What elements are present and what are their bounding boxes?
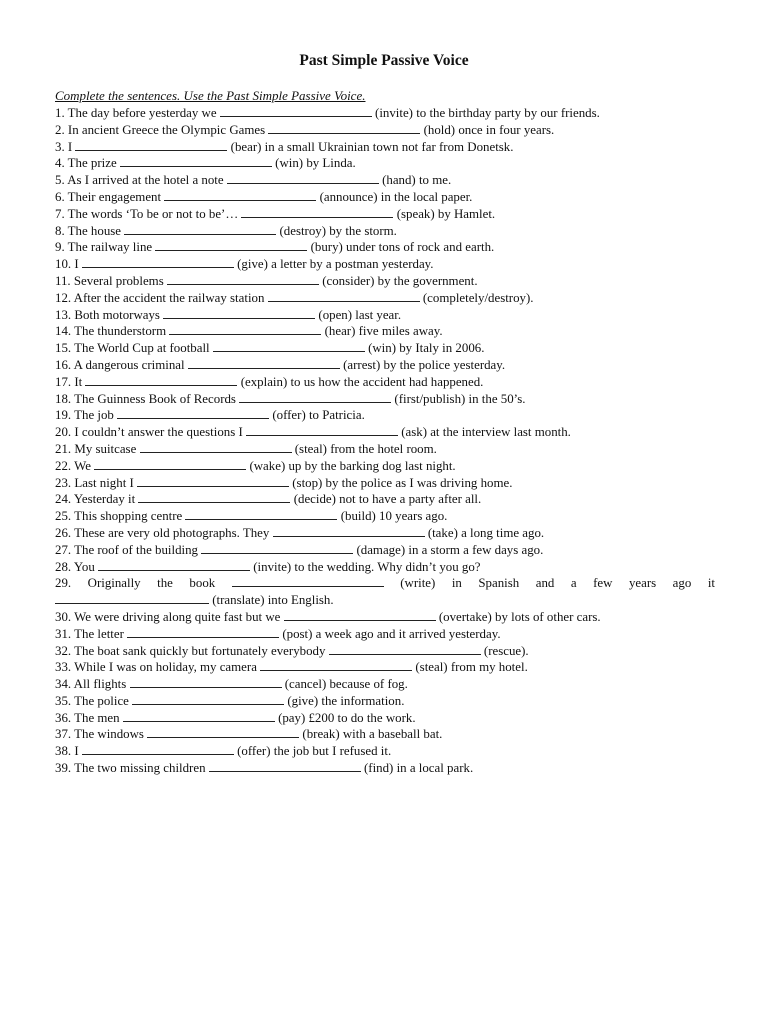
sentence-start: These are very old photographs. They (74, 525, 270, 540)
sentence-start: In ancient Greece the Olympic Games (67, 122, 266, 137)
exercise-item (55, 559, 715, 576)
sentence-start: A dangerous criminal (73, 357, 185, 372)
answer-blank[interactable] (82, 256, 234, 268)
item-number: 2. (55, 122, 65, 137)
exercise-item (55, 273, 715, 290)
item-number: 38. (55, 744, 72, 759)
answer-blank[interactable] (75, 139, 227, 151)
answer-blank[interactable] (82, 743, 234, 755)
answer-blank[interactable] (209, 760, 361, 772)
verb-hint: (bury) under tons of rock and earth. (310, 240, 495, 255)
sentence-start: The day before yesterday we (67, 106, 217, 120)
verb-hint: (find) in a local park. (364, 761, 474, 776)
verb-hint: (ask) at the interview last month. (401, 425, 571, 440)
sentence-start: Both motorways (74, 307, 160, 322)
item-number: 9. (55, 240, 65, 255)
answer-blank[interactable] (124, 223, 276, 235)
item-number: 13. (55, 307, 72, 322)
item-number: 10. (55, 257, 72, 272)
item-number: 3. (55, 139, 65, 154)
sentence-start: Several problems (73, 273, 164, 288)
sentence-start: Their engagement (67, 189, 162, 204)
answer-blank[interactable] (55, 592, 209, 604)
verb-hint: (consider) by the government. (322, 273, 478, 288)
sentence-start: While I was on holiday, my camera (74, 660, 257, 675)
verb-hint: (speak) by Hamlet. (396, 206, 496, 221)
verb-hint: (translate) into English. (212, 593, 334, 608)
verb-hint: (overtake) by lots of other cars. (438, 609, 601, 624)
answer-blank[interactable] (120, 155, 272, 167)
item-number: 22. (55, 458, 72, 473)
answer-blank[interactable] (155, 239, 307, 251)
sentence-start: The house (67, 223, 122, 238)
answer-blank[interactable] (94, 458, 246, 470)
item-number: 11. (55, 273, 71, 288)
item-number: 15. (55, 341, 72, 356)
sentence-start: The words ‘To be or not to be’… (67, 206, 239, 221)
sentence-start: I (74, 257, 79, 272)
answer-blank[interactable] (85, 374, 237, 386)
exercise-item (55, 491, 715, 508)
item-number: 8. (55, 223, 65, 238)
item-number: 17. (55, 374, 72, 389)
answer-blank[interactable] (169, 323, 321, 335)
verb-hint: (hand) to me. (382, 173, 452, 188)
verb-hint: (break) with a baseball bat. (302, 727, 443, 742)
instructions: Complete the sentences. Use the Past Simple Passive Voice. (55, 88, 366, 103)
sentence-word: book (189, 576, 216, 591)
exercise-item (55, 575, 715, 592)
exercise-item (55, 659, 715, 676)
exercise-item (55, 676, 715, 693)
item-number: 26. (55, 525, 72, 540)
sentence-start: Yesterday it (73, 492, 136, 507)
exercise-item (55, 155, 715, 172)
sentence-word: a (570, 576, 577, 591)
answer-blank[interactable] (98, 559, 250, 571)
sentence-start: As I arrived at the hotel a note (67, 173, 224, 188)
answer-blank[interactable] (284, 609, 436, 621)
exercise-item (55, 323, 715, 340)
sentence-start: The letter (74, 626, 124, 641)
answer-blank[interactable] (132, 693, 284, 705)
sentence-start: The thunderstorm (74, 324, 167, 339)
answer-blank[interactable] (268, 290, 420, 302)
verb-hint: (rescue). (483, 643, 529, 658)
item-number: 6. (55, 189, 65, 204)
verb-hint: (take) a long time ago. (427, 525, 545, 540)
answer-blank[interactable] (138, 491, 290, 503)
exercise-item (55, 424, 715, 441)
sentence-word: (write) (400, 576, 436, 591)
answer-blank[interactable] (117, 407, 269, 419)
item-number: 39. (55, 761, 72, 776)
answer-blank[interactable] (201, 542, 353, 554)
exercise-item (55, 223, 715, 240)
item-number: 31. (55, 626, 72, 641)
item-number: 28. (55, 559, 72, 574)
exercise-item (55, 760, 715, 777)
exercise-item (55, 206, 715, 223)
sentence-start: We were driving along quite fast but we (74, 609, 281, 624)
exercise-item (55, 391, 715, 408)
exercise-item (55, 542, 715, 559)
sentence-start: The World Cup at football (74, 341, 210, 356)
exercise-item (55, 357, 715, 374)
verb-hint: (completely/destroy). (422, 290, 534, 305)
sentence-word: Spanish (478, 576, 520, 591)
exercise-item (55, 726, 715, 743)
verb-hint: (cancel) because of fog. (284, 677, 408, 692)
sentence-start: The two missing children (74, 761, 206, 776)
item-number: 7. (55, 206, 65, 221)
sentence-start: The roof of the building (74, 542, 198, 557)
verb-hint: (post) a week ago and it arrived yesterday. (282, 626, 501, 641)
answer-blank[interactable] (232, 575, 384, 587)
answer-blank[interactable] (147, 726, 299, 738)
answer-blank[interactable] (246, 424, 398, 436)
exercise-item (55, 626, 715, 643)
sentence-start: My suitcase (74, 441, 137, 456)
item-number: 30. (55, 609, 72, 624)
item-number: 27. (55, 542, 72, 557)
verb-hint: (arrest) by the police yesterday. (343, 357, 506, 372)
verb-hint: (hear) five miles away. (324, 324, 443, 339)
item-number: 29. (55, 576, 72, 591)
answer-blank[interactable] (164, 189, 316, 201)
sentence-start: The boat sank quickly but fortunately everybody (74, 643, 326, 658)
sentence-start: I (74, 744, 79, 759)
verb-hint: (decide) not to have a party after all. (293, 492, 482, 507)
sentence-start: You (73, 559, 95, 574)
verb-hint: (damage) in a storm a few days ago. (356, 542, 544, 557)
sentence-start: This shopping centre (74, 509, 183, 524)
exercise-item (55, 256, 715, 273)
answer-blank[interactable] (239, 391, 391, 403)
verb-hint: (invite) to the wedding. Why didn’t you go? (253, 559, 481, 574)
sentence-start: Last night I (74, 475, 134, 490)
verb-hint: (win) by Italy in 2006. (368, 341, 485, 356)
answer-blank[interactable] (260, 659, 412, 671)
item-number: 24. (55, 492, 72, 507)
item-number: 33. (55, 660, 72, 675)
answer-blank[interactable] (241, 206, 393, 218)
verb-hint: (invite) to the birthday party by our friends. (375, 106, 600, 120)
answer-blank[interactable] (213, 340, 365, 352)
verb-hint: (give) a letter by a postman yesterday. (237, 257, 434, 272)
exercise-item (55, 239, 715, 256)
exercise-item (55, 525, 715, 542)
verb-hint: (offer) to Patricia. (272, 408, 365, 423)
exercise-item (55, 710, 715, 727)
answer-blank[interactable] (268, 122, 420, 134)
sentence-start: We (74, 458, 91, 473)
sentence-start: The men (74, 710, 120, 725)
item-number: 20. (55, 425, 72, 440)
item-number: 4. (55, 156, 65, 171)
verb-hint: (pay) £200 to do the work. (278, 710, 416, 725)
item-number: 32. (55, 643, 72, 658)
answer-blank[interactable] (329, 643, 481, 655)
sentence-word: years (628, 576, 657, 591)
exercise-item (55, 105, 715, 122)
answer-blank[interactable] (163, 307, 315, 319)
item-number: 18. (55, 391, 72, 406)
item-number: 37. (55, 727, 72, 742)
item-number: 34. (55, 677, 72, 692)
verb-hint: (open) last year. (318, 307, 402, 322)
exercise-item (55, 441, 715, 458)
exercise-item (55, 458, 715, 475)
exercise-item (55, 340, 715, 357)
verb-hint: (bear) in a small Ukrainian town not far from Donetsk. (230, 139, 514, 154)
sentence-word: the (157, 576, 173, 591)
exercise-item (55, 172, 715, 189)
exercise-item (55, 290, 715, 307)
sentence-start: The prize (67, 156, 117, 171)
item-number: 5. (55, 173, 65, 188)
item-number: 25. (55, 509, 72, 524)
sentence-start: The railway line (67, 240, 153, 255)
answer-blank[interactable] (220, 105, 372, 117)
sentence-word: and (535, 576, 555, 591)
exercise-item-continuation (55, 592, 715, 609)
verb-hint: (stop) by the police as I was driving home. (292, 475, 513, 490)
verb-hint: (hold) once in four years. (423, 122, 555, 137)
exercise-item (55, 189, 715, 206)
item-number: 23. (55, 475, 72, 490)
answer-blank[interactable] (273, 525, 425, 537)
item-number: 12. (55, 290, 72, 305)
sentence-start: After the accident the railway station (73, 290, 265, 305)
answer-blank[interactable] (227, 172, 379, 184)
verb-hint: (offer) the job but I refused it. (237, 744, 392, 759)
exercise-item (55, 609, 715, 626)
verb-hint: (first/publish) in the 50’s. (394, 391, 526, 406)
sentence-start: The job (74, 408, 114, 423)
sentence-start: The Guinness Book of Records (74, 391, 236, 406)
item-number: 21. (55, 441, 72, 456)
answer-blank[interactable] (188, 357, 340, 369)
verb-hint: (win) by Linda. (275, 156, 356, 171)
answer-blank[interactable] (123, 710, 275, 722)
verb-hint: (wake) up by the barking dog last night. (249, 458, 456, 473)
answer-blank[interactable] (167, 273, 319, 285)
verb-hint: (destroy) by the storm. (279, 223, 397, 238)
exercise-item (55, 475, 715, 492)
item-number: 16. (55, 357, 72, 372)
verb-hint: (give) the information. (287, 693, 405, 708)
verb-hint: (steal) from my hotel. (415, 660, 528, 675)
item-number: 36. (55, 710, 72, 725)
exercise-item (55, 693, 715, 710)
exercise-item (55, 643, 715, 660)
sentence-start: All flights (73, 677, 127, 692)
item-number: 14. (55, 324, 72, 339)
verb-hint: (explain) to us how the accident had happened. (240, 374, 484, 389)
page-title: Past Simple Passive Voice (299, 52, 469, 69)
answer-blank[interactable] (137, 475, 289, 487)
sentence-start: The police (74, 693, 129, 708)
sentence-start: I (67, 139, 73, 154)
exercise-item (55, 139, 715, 156)
answer-blank[interactable] (185, 508, 337, 520)
sentence-word: in (451, 576, 462, 591)
sentence-word: ago (672, 576, 692, 591)
answer-blank[interactable] (127, 626, 279, 638)
item-number: 1. (55, 106, 65, 120)
verb-hint: (steal) from the hotel room. (294, 441, 437, 456)
verb-hint: (announce) in the local paper. (319, 189, 473, 204)
sentence-start: I couldn’t answer the questions I (74, 425, 243, 440)
sentence-word: it (707, 576, 715, 591)
sentence-start: The windows (74, 727, 144, 742)
exercise-item (55, 122, 715, 139)
item-number: 19. (55, 408, 72, 423)
answer-blank[interactable] (130, 676, 282, 688)
verb-hint: (build) 10 years ago. (340, 509, 448, 524)
answer-blank[interactable] (140, 441, 292, 453)
sentence-word: few (593, 576, 613, 591)
exercise-item (55, 407, 715, 424)
exercise-item (55, 508, 715, 525)
sentence-start: It (74, 374, 83, 389)
exercise-item (55, 374, 715, 391)
exercise-item (55, 743, 715, 760)
sentence-word: Originally (87, 576, 141, 591)
exercise-list (55, 105, 715, 777)
exercise-item (55, 307, 715, 324)
item-number: 35. (55, 693, 72, 708)
